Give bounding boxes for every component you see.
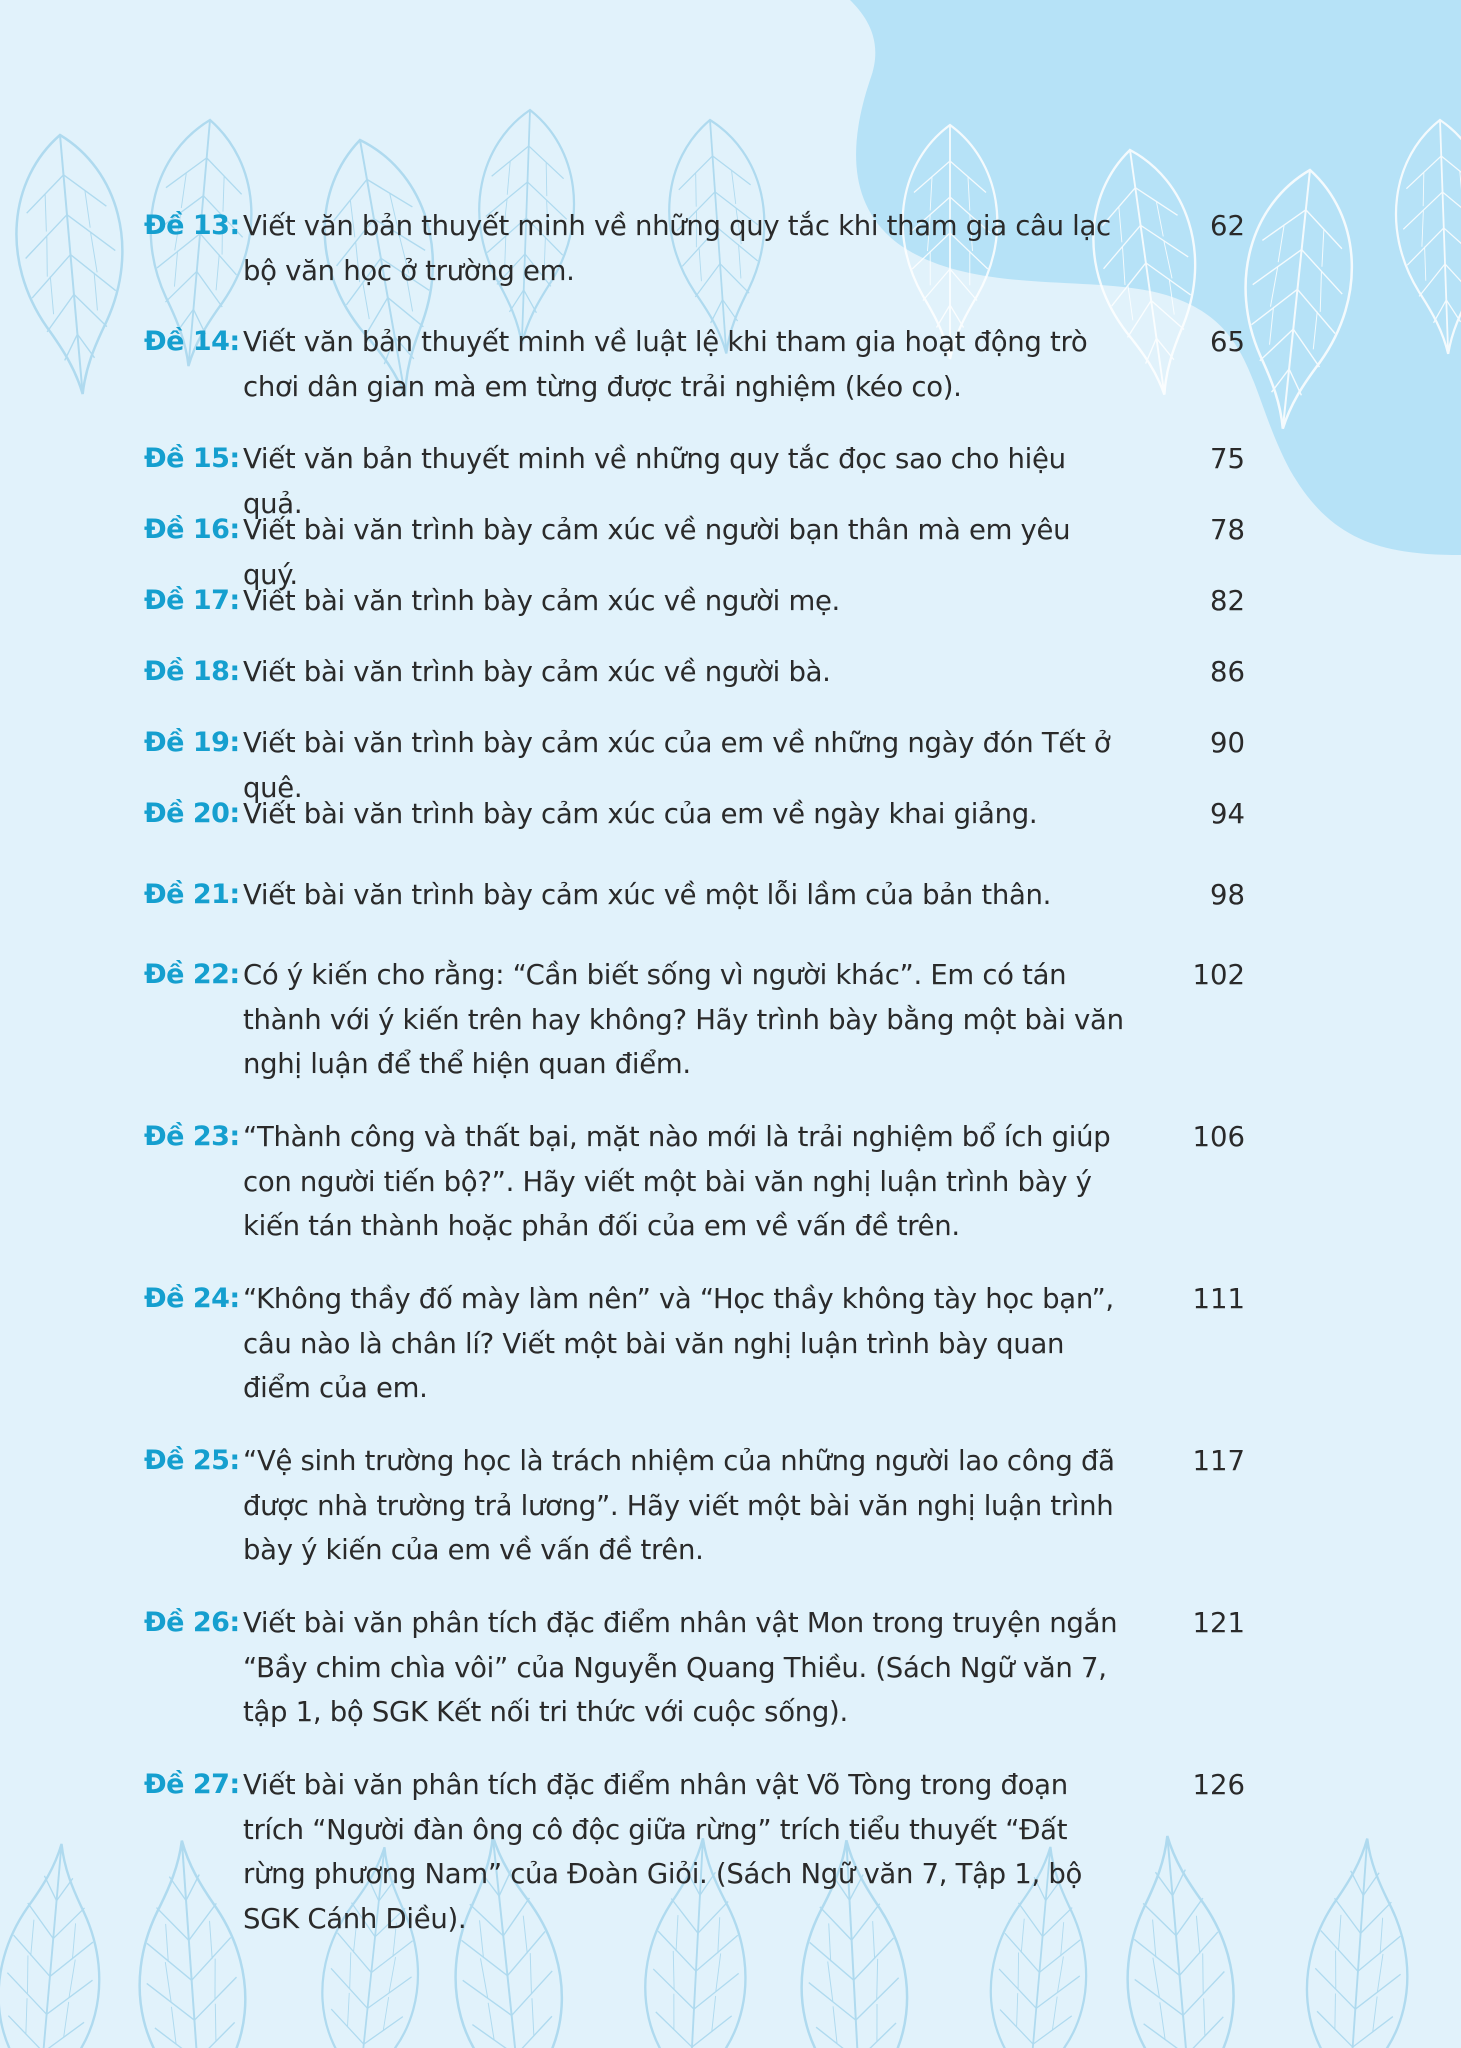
page-number: 126	[1192, 1769, 1245, 1801]
exercise-title: “Thành công và thất bại, mặt nào mới là trải nghiệm bổ ích giúp con người tiến bộ?”. Hãy viết một bài văn nghị luận trình bày ý kiến tán thành hoặc phản đối của em về vấn đề trên.	[243, 1121, 1111, 1242]
exercise-title: Viết bài văn trình bày cảm xúc về người mẹ.	[243, 585, 841, 617]
exercise-label: Đề 18:	[144, 656, 240, 687]
exercise-title: Có ý kiến cho rằng: “Cần biết sống vì người khác”. Em có tán thành với ý kiến trên hay không? Hãy trình bày bằng một bài văn nghị luận để thể hiện quan điểm.	[243, 959, 1124, 1080]
exercise-label: Đề 26:	[144, 1607, 240, 1638]
page-number: 102	[1192, 959, 1245, 991]
exercise-label: Đề 15:	[144, 443, 240, 474]
exercise-title: “Không thầy đố mày làm nên” và “Học thầy không tày học bạn”, câu nào là chân lí? Viết một bài văn nghị luận trình bày quan điểm của em.	[243, 1283, 1114, 1404]
page-number: 75	[1210, 443, 1245, 475]
exercise-label: Đề 21:	[144, 879, 240, 910]
exercise-label: Đề 27:	[144, 1769, 240, 1800]
page-number: 62	[1210, 210, 1245, 242]
exercise-title: Viết bài văn phân tích đặc điểm nhân vật Võ Tòng trong đoạn trích “Người đàn ông cô độc giữa rừng” trích tiểu thuyết “Đất rừng phương Nam” của Đoàn Giỏi. (Sách Ngữ văn 7, Tập 1, bộ SGK Cánh Diều).	[243, 1769, 1083, 1935]
exercise-label: Đề 24:	[144, 1283, 240, 1314]
exercise-label: Đề 23:	[144, 1121, 240, 1152]
page-number: 90	[1210, 727, 1245, 759]
exercise-label: Đề 16:	[144, 514, 240, 545]
page-number: 86	[1210, 656, 1245, 688]
page-number: 111	[1192, 1283, 1245, 1315]
page-number: 78	[1210, 514, 1245, 546]
exercise-title: Viết văn bản thuyết minh về những quy tắc khi tham gia câu lạc bộ văn học ở trường em.	[243, 210, 1111, 287]
exercise-title: Viết bài văn trình bày cảm xúc của em về những ngày đón Tết ở quê.	[243, 727, 1111, 804]
exercise-label: Đề 22:	[144, 959, 240, 990]
page-number: 121	[1192, 1607, 1245, 1639]
exercise-title: Viết bài văn phân tích đặc điểm nhân vật Mon trong truyện ngắn “Bầy chim chìa vôi” của Nguyễn Quang Thiều. (Sách Ngữ văn 7, tập 1, bộ SGK Kết nối tri thức với cuộc sống).	[243, 1607, 1118, 1728]
exercise-title: “Vệ sinh trường học là trách nhiệm của những người lao công đã được nhà trường trả lương”. Hãy viết một bài văn nghị luận trình bày ý kiến của em về vấn đề trên.	[243, 1445, 1115, 1566]
page-number: 65	[1210, 326, 1245, 358]
page-number: 106	[1192, 1121, 1245, 1153]
exercise-title: Viết văn bản thuyết minh về luật lệ khi tham gia hoạt động trò chơi dân gian mà em từng được trải nghiệm (kéo co).	[243, 326, 1088, 403]
page-number: 94	[1210, 798, 1245, 830]
exercise-label: Đề 17:	[144, 585, 240, 616]
page-number: 98	[1210, 879, 1245, 911]
exercise-title: Viết bài văn trình bày cảm xúc về người bà.	[243, 656, 831, 688]
page-number: 82	[1210, 585, 1245, 617]
exercise-label: Đề 20:	[144, 798, 240, 829]
exercise-label: Đề 25:	[144, 1445, 240, 1476]
exercise-label: Đề 19:	[144, 727, 240, 758]
page-number: 117	[1192, 1445, 1245, 1477]
exercise-label: Đề 13:	[144, 210, 240, 241]
exercise-title: Viết bài văn trình bày cảm xúc về người bạn thân mà em yêu quý.	[243, 514, 1071, 591]
exercise-title: Viết bài văn trình bày cảm xúc của em về ngày khai giảng.	[243, 798, 1038, 830]
exercise-title: Viết văn bản thuyết minh về những quy tắc đọc sao cho hiệu quả.	[243, 443, 1066, 520]
exercise-title: Viết bài văn trình bày cảm xúc về một lỗi lầm của bản thân.	[243, 879, 1052, 911]
exercise-label: Đề 14:	[144, 326, 240, 357]
